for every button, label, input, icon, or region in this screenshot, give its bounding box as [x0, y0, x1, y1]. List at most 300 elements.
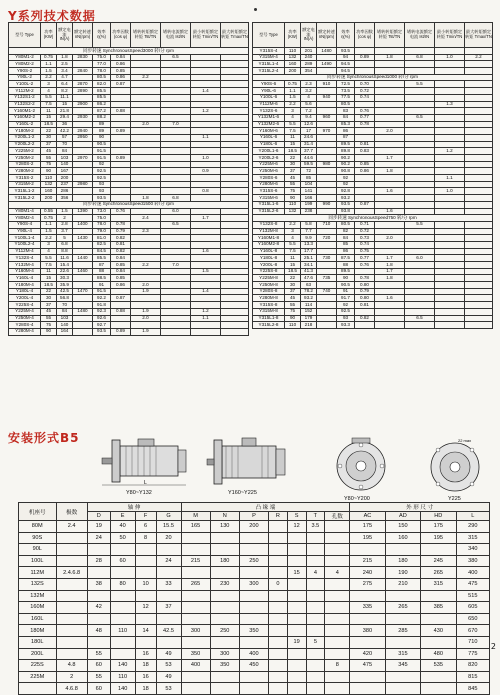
- spec-cell: Y225S-4: [9, 302, 41, 309]
- spec-cell: Y225M-6: [253, 161, 285, 168]
- spec-cell: [161, 235, 191, 242]
- spec-cell: [405, 308, 435, 315]
- mount-cell: 53: [156, 660, 181, 672]
- mount-cell: 18: [135, 660, 156, 672]
- mount-cell: 315: [385, 648, 420, 660]
- spec-cell: [161, 188, 191, 195]
- mount-row: [19, 683, 490, 695]
- spec-cell: [405, 208, 435, 215]
- mount-cell: [287, 544, 306, 556]
- mount-cell: [325, 602, 350, 614]
- spec-cell: 1.0: [435, 54, 465, 61]
- spec-cell: 1.8: [375, 262, 405, 269]
- mount-cell: 42.5: [156, 625, 181, 637]
- spec-col-header: 效率 η(%): [93, 23, 111, 48]
- mount-cell: 175: [350, 521, 385, 533]
- spec-cell: [73, 161, 93, 168]
- spec-cell: 25.1: [301, 255, 317, 262]
- spec-cell: [465, 134, 493, 141]
- mount-cell: [269, 521, 288, 533]
- spec-cell: Y225S-8: [253, 268, 285, 275]
- spec-cell: 91.5: [93, 288, 111, 295]
- mount-cell: 19: [87, 521, 110, 533]
- spec-cell: [317, 168, 337, 175]
- spec-cell: [465, 221, 493, 228]
- mount-row: [19, 578, 490, 590]
- spec-cell: Y180M-2: [9, 128, 41, 135]
- mount-col-header: 孔数: [325, 512, 350, 521]
- spec-cell: [465, 201, 493, 208]
- spec-cell: 2870: [73, 81, 93, 88]
- spec-cell: [221, 235, 249, 242]
- spec-cell: [465, 94, 493, 101]
- mount-cell: 225M: [19, 671, 57, 683]
- spec-row: [253, 248, 493, 255]
- mount-cell: 2.4: [56, 521, 87, 533]
- mount-cell: 2: [56, 671, 87, 683]
- spec-cell: 30.3: [57, 275, 73, 282]
- spec-cell: [355, 268, 375, 275]
- spec-cell: 1.6: [375, 188, 405, 195]
- spec-cell: 0.74: [355, 94, 375, 101]
- section-label: 同步转速 SynchronousSpeed3000 转/分 rpm: [9, 48, 249, 55]
- spec-cell: 2.5: [57, 61, 73, 68]
- spec-row: [253, 221, 493, 228]
- spec-cell: Y250M-8: [253, 282, 285, 289]
- spec-cell: [317, 155, 337, 162]
- mount-cell: 3.5: [306, 521, 325, 533]
- spec-cell: [131, 134, 161, 141]
- mount-cell: [306, 578, 325, 590]
- mount-cell: [385, 636, 420, 648]
- spec-cell: 0.85: [111, 262, 131, 269]
- spec-cell: 88: [337, 262, 355, 269]
- mount-cell: 24: [156, 555, 181, 567]
- spec-cell: 92.2: [93, 295, 111, 302]
- mount-cell: 140: [110, 683, 135, 695]
- spec-cell: 92: [337, 181, 355, 188]
- mount-cell: 80: [110, 578, 135, 590]
- spec-cell: [221, 228, 249, 235]
- mount-col-header: L: [456, 512, 489, 521]
- spec-cell: 5.6: [301, 101, 317, 108]
- spec-cell: [375, 101, 405, 108]
- spec-cell: 6.4: [57, 81, 73, 88]
- spec-cell: 92.6: [93, 315, 111, 322]
- spec-cell: 1.7: [375, 255, 405, 262]
- mount-cell: 42: [87, 602, 110, 614]
- mount-cell: [210, 567, 239, 579]
- spec-cell: [465, 181, 493, 188]
- spec-cell: [405, 288, 435, 295]
- spec-col-header: 堵转电流额定电流 Ist/IN: [161, 23, 191, 48]
- mount-cell: [306, 648, 325, 660]
- spec-cell: Y280M-4: [9, 328, 41, 335]
- spec-cell: 36: [57, 121, 73, 128]
- spec-cell: Y315L1-8: [253, 315, 285, 322]
- spec-cell: [221, 88, 249, 95]
- spec-cell: 15: [285, 262, 301, 269]
- spec-cell: 75: [41, 322, 57, 329]
- mount-cell: 670: [456, 625, 489, 637]
- spec-cell: 160: [41, 188, 57, 195]
- spec-cell: 237: [57, 181, 73, 188]
- spec-cell: Y90L-2: [9, 74, 41, 81]
- spec-cell: [355, 195, 375, 202]
- spec-col-header: 堵转转矩额定转矩 Tst/TN: [131, 23, 161, 48]
- spec-row: [9, 101, 249, 108]
- mount-cell: 19: [287, 636, 306, 648]
- section-row: [253, 215, 493, 222]
- spec-cell: [161, 268, 191, 275]
- spec-cell: [375, 201, 405, 208]
- spec-cell: 88: [93, 268, 111, 275]
- spec-cell: [221, 315, 249, 322]
- spec-cell: 164: [57, 328, 73, 335]
- spec-cell: 0.70: [355, 81, 375, 88]
- mount-cell: 400: [239, 648, 268, 660]
- spec-cell: [435, 134, 465, 141]
- spec-cell: [131, 248, 161, 255]
- mount-cell: 140: [110, 660, 135, 672]
- spec-cell: Y100L1-4: [9, 235, 41, 242]
- spec-cell: [221, 262, 249, 269]
- spec-cell: 94.5: [337, 68, 355, 75]
- mount-cell: 160L: [19, 613, 57, 625]
- spec-cell: 0.85: [355, 161, 375, 168]
- spec-cell: [375, 68, 405, 75]
- spec-cell: 1.0: [435, 188, 465, 195]
- spec-cell: Y200L2-2: [9, 141, 41, 148]
- spec-row: [253, 134, 493, 141]
- spec-row: [9, 221, 249, 228]
- mount-cell: [306, 613, 325, 625]
- spec-row: [9, 168, 249, 175]
- spec-row: [9, 288, 249, 295]
- spec-cell: 17.7: [301, 248, 317, 255]
- spec-col-header: 型号 Type: [9, 23, 41, 48]
- spec-cell: 87: [337, 134, 355, 141]
- spec-cell: 740: [317, 288, 337, 295]
- spec-row: [9, 61, 249, 68]
- mount-cell: 200L: [19, 648, 57, 660]
- mount-cell: 820: [456, 660, 489, 672]
- spec-cell: 6.8: [405, 54, 435, 61]
- spec-cell: Y160M1-2: [9, 108, 41, 115]
- spec-cell: 2.2: [41, 74, 57, 81]
- mount-cell: [287, 590, 306, 602]
- spec-cell: 0.76: [355, 262, 375, 269]
- spec-cell: [435, 114, 465, 121]
- mount-col-header: E: [110, 512, 135, 521]
- spec-cell: 86.2: [93, 101, 111, 108]
- spec-cell: 167: [57, 168, 73, 175]
- spec-cell: [111, 195, 131, 202]
- spec-cell: 11.1: [57, 94, 73, 101]
- spec-cell: 72.5: [337, 81, 355, 88]
- mount-cell: 110: [110, 625, 135, 637]
- spec-cell: [435, 268, 465, 275]
- mount-cell: 480: [421, 648, 456, 660]
- mount-cell: [421, 590, 456, 602]
- mount-cell: 335: [350, 602, 385, 614]
- spec-cell: [405, 168, 435, 175]
- spec-cell: 6.5: [405, 114, 435, 121]
- spec-cell: 1.6: [375, 295, 405, 302]
- spec-cell: 85.5: [93, 94, 111, 101]
- spec-cell: 2830: [73, 54, 93, 61]
- spec-cell: [405, 282, 435, 289]
- spec-cell: 0.87: [355, 201, 375, 208]
- spec-cell: 75.0: [93, 54, 111, 61]
- mount-cell: 400: [456, 567, 489, 579]
- spec-cell: [465, 315, 493, 322]
- spec-cell: 5.5: [405, 221, 435, 228]
- spec-cell: [355, 208, 375, 215]
- spec-cell: 4: [285, 114, 301, 121]
- spec-cell: 2.2: [131, 262, 161, 269]
- spec-row: [9, 88, 249, 95]
- spec-cell: [405, 235, 435, 242]
- spec-cell: [221, 121, 249, 128]
- spec-cell: 91.5: [93, 155, 111, 162]
- spec-cell: 1430: [73, 235, 93, 242]
- mount-row: [19, 544, 490, 556]
- spec-cell: [73, 141, 93, 148]
- spec-cell: [435, 315, 465, 322]
- spec-cell: 7.5: [285, 248, 301, 255]
- spec-cell: 15: [285, 141, 301, 148]
- spec-cell: [465, 175, 493, 182]
- mount-cell: [325, 636, 350, 648]
- spec-cell: Y280S-2: [9, 161, 41, 168]
- spec-row: [9, 235, 249, 242]
- spec-cell: 1.9: [131, 288, 161, 295]
- spec-cell: [435, 141, 465, 148]
- mount-cell: 315: [421, 578, 456, 590]
- spec-cell: [317, 282, 337, 289]
- spec-cell: [73, 108, 93, 115]
- spec-cell: 37: [285, 288, 301, 295]
- spec-cell: [375, 148, 405, 155]
- spec-row: [9, 248, 249, 255]
- mount-cell: [269, 683, 288, 695]
- spec-cell: [191, 114, 221, 121]
- spec-cell: [73, 168, 93, 175]
- mount-cell: 132M: [19, 590, 57, 602]
- mount-cell: [287, 532, 306, 544]
- spec-cell: [73, 195, 93, 202]
- mount-cell: 385: [421, 602, 456, 614]
- mount-cell: [325, 544, 350, 556]
- mount-cell: 300: [210, 648, 239, 660]
- mount-cell: [181, 671, 210, 683]
- spec-cell: 89.8: [337, 148, 355, 155]
- spec-cell: [161, 101, 191, 108]
- spec-cell: [435, 275, 465, 282]
- spec-cell: 89.5: [337, 268, 355, 275]
- spec-cell: 86: [337, 248, 355, 255]
- spec-cell: 0.81: [111, 241, 131, 248]
- spec-cell: [161, 295, 191, 302]
- spec-cell: 2.2: [131, 74, 161, 81]
- spec-cell: 0.71: [355, 221, 375, 228]
- spec-cell: 80.5: [93, 74, 111, 81]
- mount-cell: [269, 625, 288, 637]
- spec-cell: 87: [93, 262, 111, 269]
- spec-cell: [405, 161, 435, 168]
- spec-row: [9, 302, 249, 309]
- spec-cell: 78.2: [301, 288, 317, 295]
- spec-row: [253, 322, 493, 329]
- spec-cell: 7.0: [161, 262, 191, 269]
- spec-cell: Y315S-8: [253, 302, 285, 309]
- spec-cell: [221, 101, 249, 108]
- mount-cell: 535: [421, 660, 456, 672]
- spec-cell: 70: [57, 141, 73, 148]
- spec-cell: [73, 315, 93, 322]
- mount-cell: 180: [210, 555, 239, 567]
- spec-cell: 5.5: [405, 81, 435, 88]
- spec-cell: [405, 155, 435, 162]
- spec-cell: 720: [317, 235, 337, 242]
- mount-cell: [325, 532, 350, 544]
- spec-cell: 79.0: [93, 228, 111, 235]
- spec-cell: 11: [285, 255, 301, 262]
- spec-col-header: 最小转矩额定转矩 Tmin/TN: [435, 23, 465, 48]
- spec-cell: 1.5: [285, 94, 301, 101]
- spec-cell: 356: [57, 195, 73, 202]
- spec-cell: 0.75: [41, 215, 57, 222]
- mount-cell: [269, 648, 288, 660]
- spec-row: [253, 114, 493, 121]
- spec-cell: 1.6: [375, 208, 405, 215]
- spec-cell: 1390: [73, 208, 93, 215]
- spec-cell: [317, 88, 337, 95]
- spec-cell: 2840: [73, 68, 93, 75]
- mount-cell: 4: [306, 567, 325, 579]
- mount-cell: 60: [110, 555, 135, 567]
- spec-cell: 990: [317, 201, 337, 208]
- spec-cell: 84.5: [93, 248, 111, 255]
- spec-cell: 84: [337, 235, 355, 242]
- spec-cell: [221, 61, 249, 68]
- spec-cell: [161, 161, 191, 168]
- spec-cell: [191, 262, 221, 269]
- spec-cell: 160: [285, 61, 301, 68]
- spec-cell: Y132M-4: [9, 262, 41, 269]
- spec-col-header: 额定转速 nN(rpm): [317, 23, 337, 48]
- spec-cell: [355, 181, 375, 188]
- spec-cell: 5.5: [285, 241, 301, 248]
- page-title: Y系列技术数据: [8, 9, 96, 23]
- spec-cell: [317, 308, 337, 315]
- spec-cell: 5.5: [285, 121, 301, 128]
- spec-cell: 0.75: [285, 81, 301, 88]
- spec-col-header: 额定电流 IN(A): [301, 23, 317, 48]
- spec-cell: 110: [285, 322, 301, 329]
- spec-cell: 11: [41, 108, 57, 115]
- spec-cell: 7.5: [285, 128, 301, 135]
- spec-cell: [161, 114, 191, 121]
- spec-cell: [465, 248, 493, 255]
- spec-cell: 910: [317, 81, 337, 88]
- spec-cell: Y280M-2: [9, 168, 41, 175]
- mount-cell: [135, 590, 156, 602]
- spec-cell: [465, 228, 493, 235]
- spec-cell: 0.75: [355, 248, 375, 255]
- spec-cell: [355, 322, 375, 329]
- spec-cell: [317, 134, 337, 141]
- spec-cell: Y250M-4: [9, 315, 41, 322]
- mount-cell: [239, 532, 268, 544]
- mount-cell: 37: [156, 602, 181, 614]
- spec-cell: 1.8: [375, 275, 405, 282]
- spec-cell: [375, 241, 405, 248]
- spec-cell: 8.8: [57, 248, 73, 255]
- spec-cell: 5.5: [41, 94, 57, 101]
- spec-cell: 91: [93, 282, 111, 289]
- spec-cell: [111, 315, 131, 322]
- mount-cell: 15.5: [156, 521, 181, 533]
- spec-cell: Y180M-4: [9, 282, 41, 289]
- spec-cell: 88.2: [93, 114, 111, 121]
- spec-row: [9, 81, 249, 88]
- spec-cell: [73, 328, 93, 335]
- spec-cell: 93.3: [337, 322, 355, 329]
- spec-cell: 0.77: [355, 255, 375, 262]
- spec-row: [253, 48, 493, 55]
- spec-cell: 104: [301, 181, 317, 188]
- mount-cell: [350, 636, 385, 648]
- spec-cell: 0.85: [111, 275, 131, 282]
- motor-side-view-small: [98, 436, 210, 488]
- spec-cell: [73, 248, 93, 255]
- mount-cell: 650: [456, 613, 489, 625]
- spec-cell: [221, 208, 249, 215]
- mount-cell: 290: [456, 521, 489, 533]
- spec-cell: [435, 161, 465, 168]
- spec-cell: [355, 48, 375, 55]
- section-label: 同步转速 SynchronousSpeed750 转/分 rpm: [253, 215, 493, 222]
- mount-cell: [269, 636, 288, 648]
- spec-row: [9, 141, 249, 148]
- spec-cell: 93: [93, 181, 111, 188]
- spec-cell: 47.6: [301, 275, 317, 282]
- spec-row: [9, 94, 249, 101]
- spec-cell: [435, 282, 465, 289]
- mount-cell: [56, 602, 87, 614]
- spec-row: [9, 208, 249, 215]
- spec-cell: 17: [301, 128, 317, 135]
- mount-cell: [135, 544, 156, 556]
- mount-cell: 285: [385, 625, 420, 637]
- mount-cell: 245: [421, 555, 456, 567]
- spec-cell: 73.0: [93, 208, 111, 215]
- spec-cell: 3: [285, 108, 301, 115]
- group-flange: 凸 缘 端: [181, 503, 350, 512]
- spec-cell: Y225M-8: [253, 275, 285, 282]
- spec-cell: 1.8: [131, 195, 161, 202]
- mount-cell: 250: [210, 625, 239, 637]
- mount-cell: 475: [350, 660, 385, 672]
- mount-cell: [110, 590, 135, 602]
- spec-cell: [355, 155, 375, 162]
- spec-cell: [375, 302, 405, 309]
- mount-cell: [325, 648, 350, 660]
- spec-cell: [435, 195, 465, 202]
- spec-cell: [191, 235, 221, 242]
